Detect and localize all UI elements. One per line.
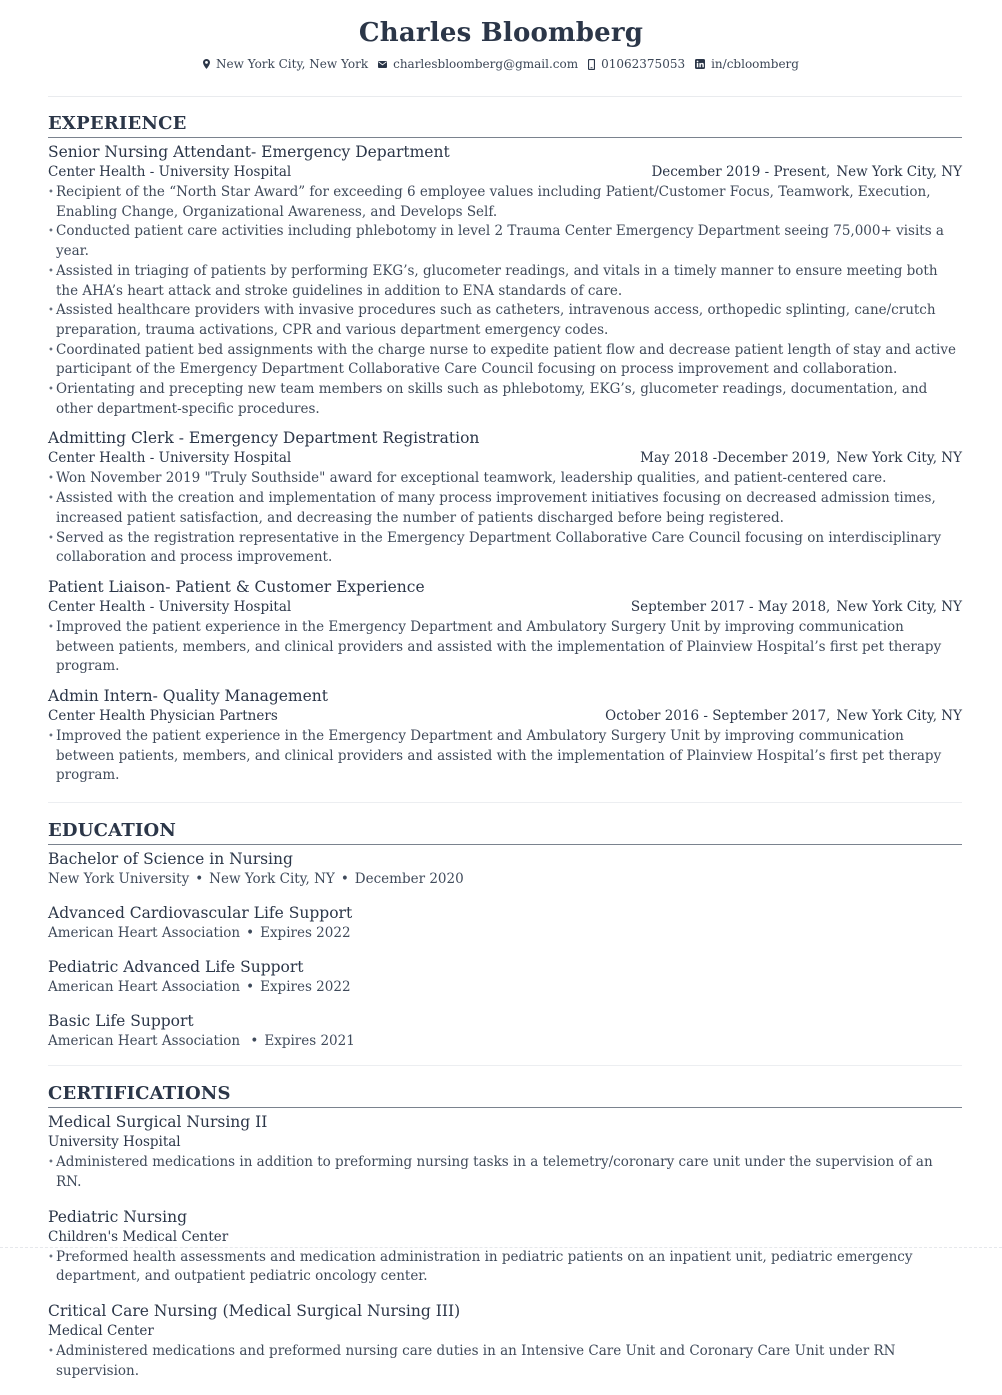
- bullet-item: • Assisted with the creation and implementation of many process improvement initiatives focusing on decreased admission times, increased patient satisfaction, and decreasing the number of patients discharged before being registered.: [48, 489, 962, 528]
- contact-linkedin[interactable]: [695, 56, 799, 72]
- job-location: New York City, NY: [836, 708, 962, 725]
- bullet-item: • Improved the patient experience in the Emergency Department and Ambulatory Surgery Unit by improving communication between patients, members, and clinical providers and assisted with the implementation of Plainview Hospital’s first pet therapy program.: [48, 727, 962, 786]
- education-detail: Expires 2021: [264, 1033, 355, 1050]
- education-detail: Expires 2022: [260, 925, 351, 942]
- education-detail: American Heart Association: [48, 1033, 245, 1050]
- education-detail: New York City, NY: [209, 871, 335, 888]
- bullet-item: • Coordinated patient bed assignments with the charge nurse to expedite patient flow and decrease patient length of stay and active participant of the Emergency Department Collaborative Care Council focusing on process improvement and collaboration.: [48, 341, 962, 380]
- education-title: Basic Life Support: [48, 1012, 194, 1031]
- education-detail: December 2020: [354, 871, 464, 888]
- job-dates-location: [605, 707, 962, 726]
- education-entry: [48, 903, 962, 943]
- certification-entry: [48, 1112, 962, 1192]
- education-detail: American Heart Association: [48, 925, 241, 942]
- experience-entry: [48, 428, 962, 568]
- job-title: Patient Liaison- Patient & Customer Experience: [48, 577, 425, 596]
- separator-dot: •: [250, 1033, 259, 1050]
- job-meta: [48, 707, 962, 726]
- job-location: New York City, NY: [836, 164, 962, 180]
- resume-content: [48, 112, 962, 1395]
- resume-header: [0, 0, 1002, 80]
- bullet-item: • Assisted in triaging of patients by performing EKG’s, glucometer readings, and vitals in a timely manner to ensure meeting both the AHA’s heart attack and stroke guidelines in addition to ENA standards of care.: [48, 262, 962, 301]
- education-meta: [48, 869, 962, 889]
- linkedin-text: in/cbloomberg: [711, 57, 799, 71]
- education-meta: [48, 923, 962, 943]
- contact-location: [203, 56, 368, 72]
- certification-title: Critical Care Nursing (Medical Surgical Nursing III): [48, 1301, 461, 1320]
- experience-section: [48, 112, 962, 786]
- bullet-item: • Assisted healthcare providers with invasive procedures such as catheters, intravenous access, orthopedic splinting, cane/crutch preparation, trauma activations, CPR and various department emergency codes.: [48, 301, 962, 340]
- map-pin-icon: [203, 59, 210, 69]
- education-meta: [48, 977, 962, 997]
- certification-org: University Hospital: [48, 1134, 181, 1151]
- experience-entry: [48, 142, 962, 419]
- education-entry: [48, 849, 962, 889]
- section-divider: [48, 802, 962, 803]
- contact-phone[interactable]: [588, 56, 685, 72]
- contact-bar: [0, 56, 1002, 72]
- candidate-name: Charles Bloomberg: [358, 18, 644, 48]
- certifications-section: [48, 1082, 962, 1381]
- phone-text: 01062375053: [601, 57, 686, 71]
- job-dates-location: [651, 163, 962, 182]
- job-location: New York City, NY: [836, 450, 962, 467]
- job-meta: [48, 163, 962, 182]
- employer: Center Health Physician Partners: [48, 708, 278, 725]
- job-dates: December 2019 - Present,: [651, 164, 831, 180]
- job-dates: May 2018 -December 2019,: [640, 450, 831, 467]
- bullet-item: • Improved the patient experience in the Emergency Department and Ambulatory Surgery Unit by improving communication between patients, members, and clinical providers and assisted with the implementation of Plainview Hospital’s first pet therapy program.: [48, 618, 962, 677]
- job-meta: [48, 598, 962, 617]
- separator-dot: •: [195, 871, 204, 888]
- certification-bullets: [48, 1153, 962, 1192]
- separator-dot: •: [246, 925, 255, 942]
- section-title-experience: EXPERIENCE: [48, 112, 962, 138]
- bullet-item: • Administered medications and preformed nursing care duties in an Intensive Care Unit and Coronary Care Unit under RN supervision.: [48, 1342, 962, 1381]
- job-bullets: [48, 727, 962, 786]
- job-title: Admitting Clerk - Emergency Department Registration: [48, 429, 480, 448]
- education-title: Advanced Cardiovascular Life Support: [48, 904, 353, 923]
- job-title: Senior Nursing Attendant- Emergency Department: [48, 143, 450, 161]
- separator-dot: •: [340, 871, 349, 888]
- separator-dot: •: [246, 979, 255, 996]
- email-text: charlesbloomberg@gmail.com: [393, 57, 579, 71]
- section-title-certifications: CERTIFICATIONS: [48, 1082, 962, 1108]
- certification-bullets: [48, 1342, 962, 1381]
- job-bullets: [48, 469, 962, 568]
- experience-entry: [48, 686, 962, 786]
- education-title: Bachelor of Science in Nursing: [48, 850, 293, 869]
- bullet-item: • Administered medications in addition to preforming nursing tasks in a telemetry/coronary care unit under the supervision of an RN.: [48, 1153, 962, 1192]
- employer: Center Health - University Hospital: [48, 450, 292, 467]
- linkedin-icon: [695, 59, 705, 69]
- education-entry: [48, 1011, 962, 1051]
- envelope-icon: [378, 61, 387, 68]
- education-title: Pediatric Advanced Life Support: [48, 958, 304, 977]
- experience-entry: [48, 577, 962, 677]
- bullet-item: • Orientating and precepting new team members on skills such as phlebotomy, EKG’s, glucometer readings, documentation, and other department-specific procedures.: [48, 380, 962, 419]
- employer: Center Health - University Hospital: [48, 164, 292, 180]
- job-dates-location: [631, 598, 962, 617]
- page-break-line: [0, 1247, 1002, 1248]
- section-divider: [48, 1065, 962, 1066]
- job-bullets: [48, 183, 962, 419]
- job-bullets: [48, 618, 962, 677]
- bullet-item: • Conducted patient care activities including phlebotomy in level 2 Trauma Center Emergency Department seeing 75,000+ visits a year.: [48, 222, 962, 261]
- education-entry: [48, 957, 962, 997]
- job-meta: [48, 449, 962, 468]
- mobile-phone-icon: [588, 59, 595, 70]
- job-dates-location: [640, 449, 962, 468]
- education-detail: American Heart Association: [48, 979, 241, 996]
- contact-email[interactable]: [378, 56, 578, 72]
- education-detail: New York University: [48, 871, 190, 888]
- header-divider: [48, 96, 962, 97]
- education-detail: Expires 2022: [260, 979, 351, 996]
- certification-bullets: [48, 1248, 962, 1287]
- bullet-item: • Preformed health assessments and medication administration in pediatric patients on an inpatient unit, pediatric emergency department, and outpatient pediatric oncology center.: [48, 1248, 962, 1287]
- certification-title: Medical Surgical Nursing II: [48, 1113, 268, 1132]
- employer: Center Health - University Hospital: [48, 598, 292, 615]
- job-dates: September 2017 - May 2018,: [630, 598, 831, 615]
- location-text: New York City, New York: [216, 57, 369, 71]
- certification-org: Children's Medical Center: [48, 1228, 229, 1245]
- certification-title: Pediatric Nursing: [48, 1207, 188, 1226]
- bullet-item: • Served as the registration representative in the Emergency Department Collaborative Care Council focusing on interdisciplinary collaboration and process improvement.: [48, 529, 962, 568]
- bullet-item: • Won November 2019 "Truly Southside" award for exceptional teamwork, leadership qualities, and patient-centered care.: [48, 469, 962, 489]
- section-title-education: EDUCATION: [48, 819, 962, 845]
- certification-org: Medical Center: [48, 1322, 154, 1339]
- job-title: Admin Intern- Quality Management: [48, 687, 329, 706]
- education-meta: [48, 1031, 962, 1051]
- job-dates: October 2016 - September 2017,: [605, 708, 831, 725]
- bullet-item: • Recipient of the “North Star Award” for exceeding 6 employee values including Patient/Customer Focus, Teamwork, Execution, Enabling Change, Organizational Awareness, and Develops Self.: [48, 183, 962, 222]
- job-location: New York City, NY: [836, 598, 962, 615]
- certification-entry: [48, 1301, 962, 1381]
- education-section: [48, 819, 962, 1051]
